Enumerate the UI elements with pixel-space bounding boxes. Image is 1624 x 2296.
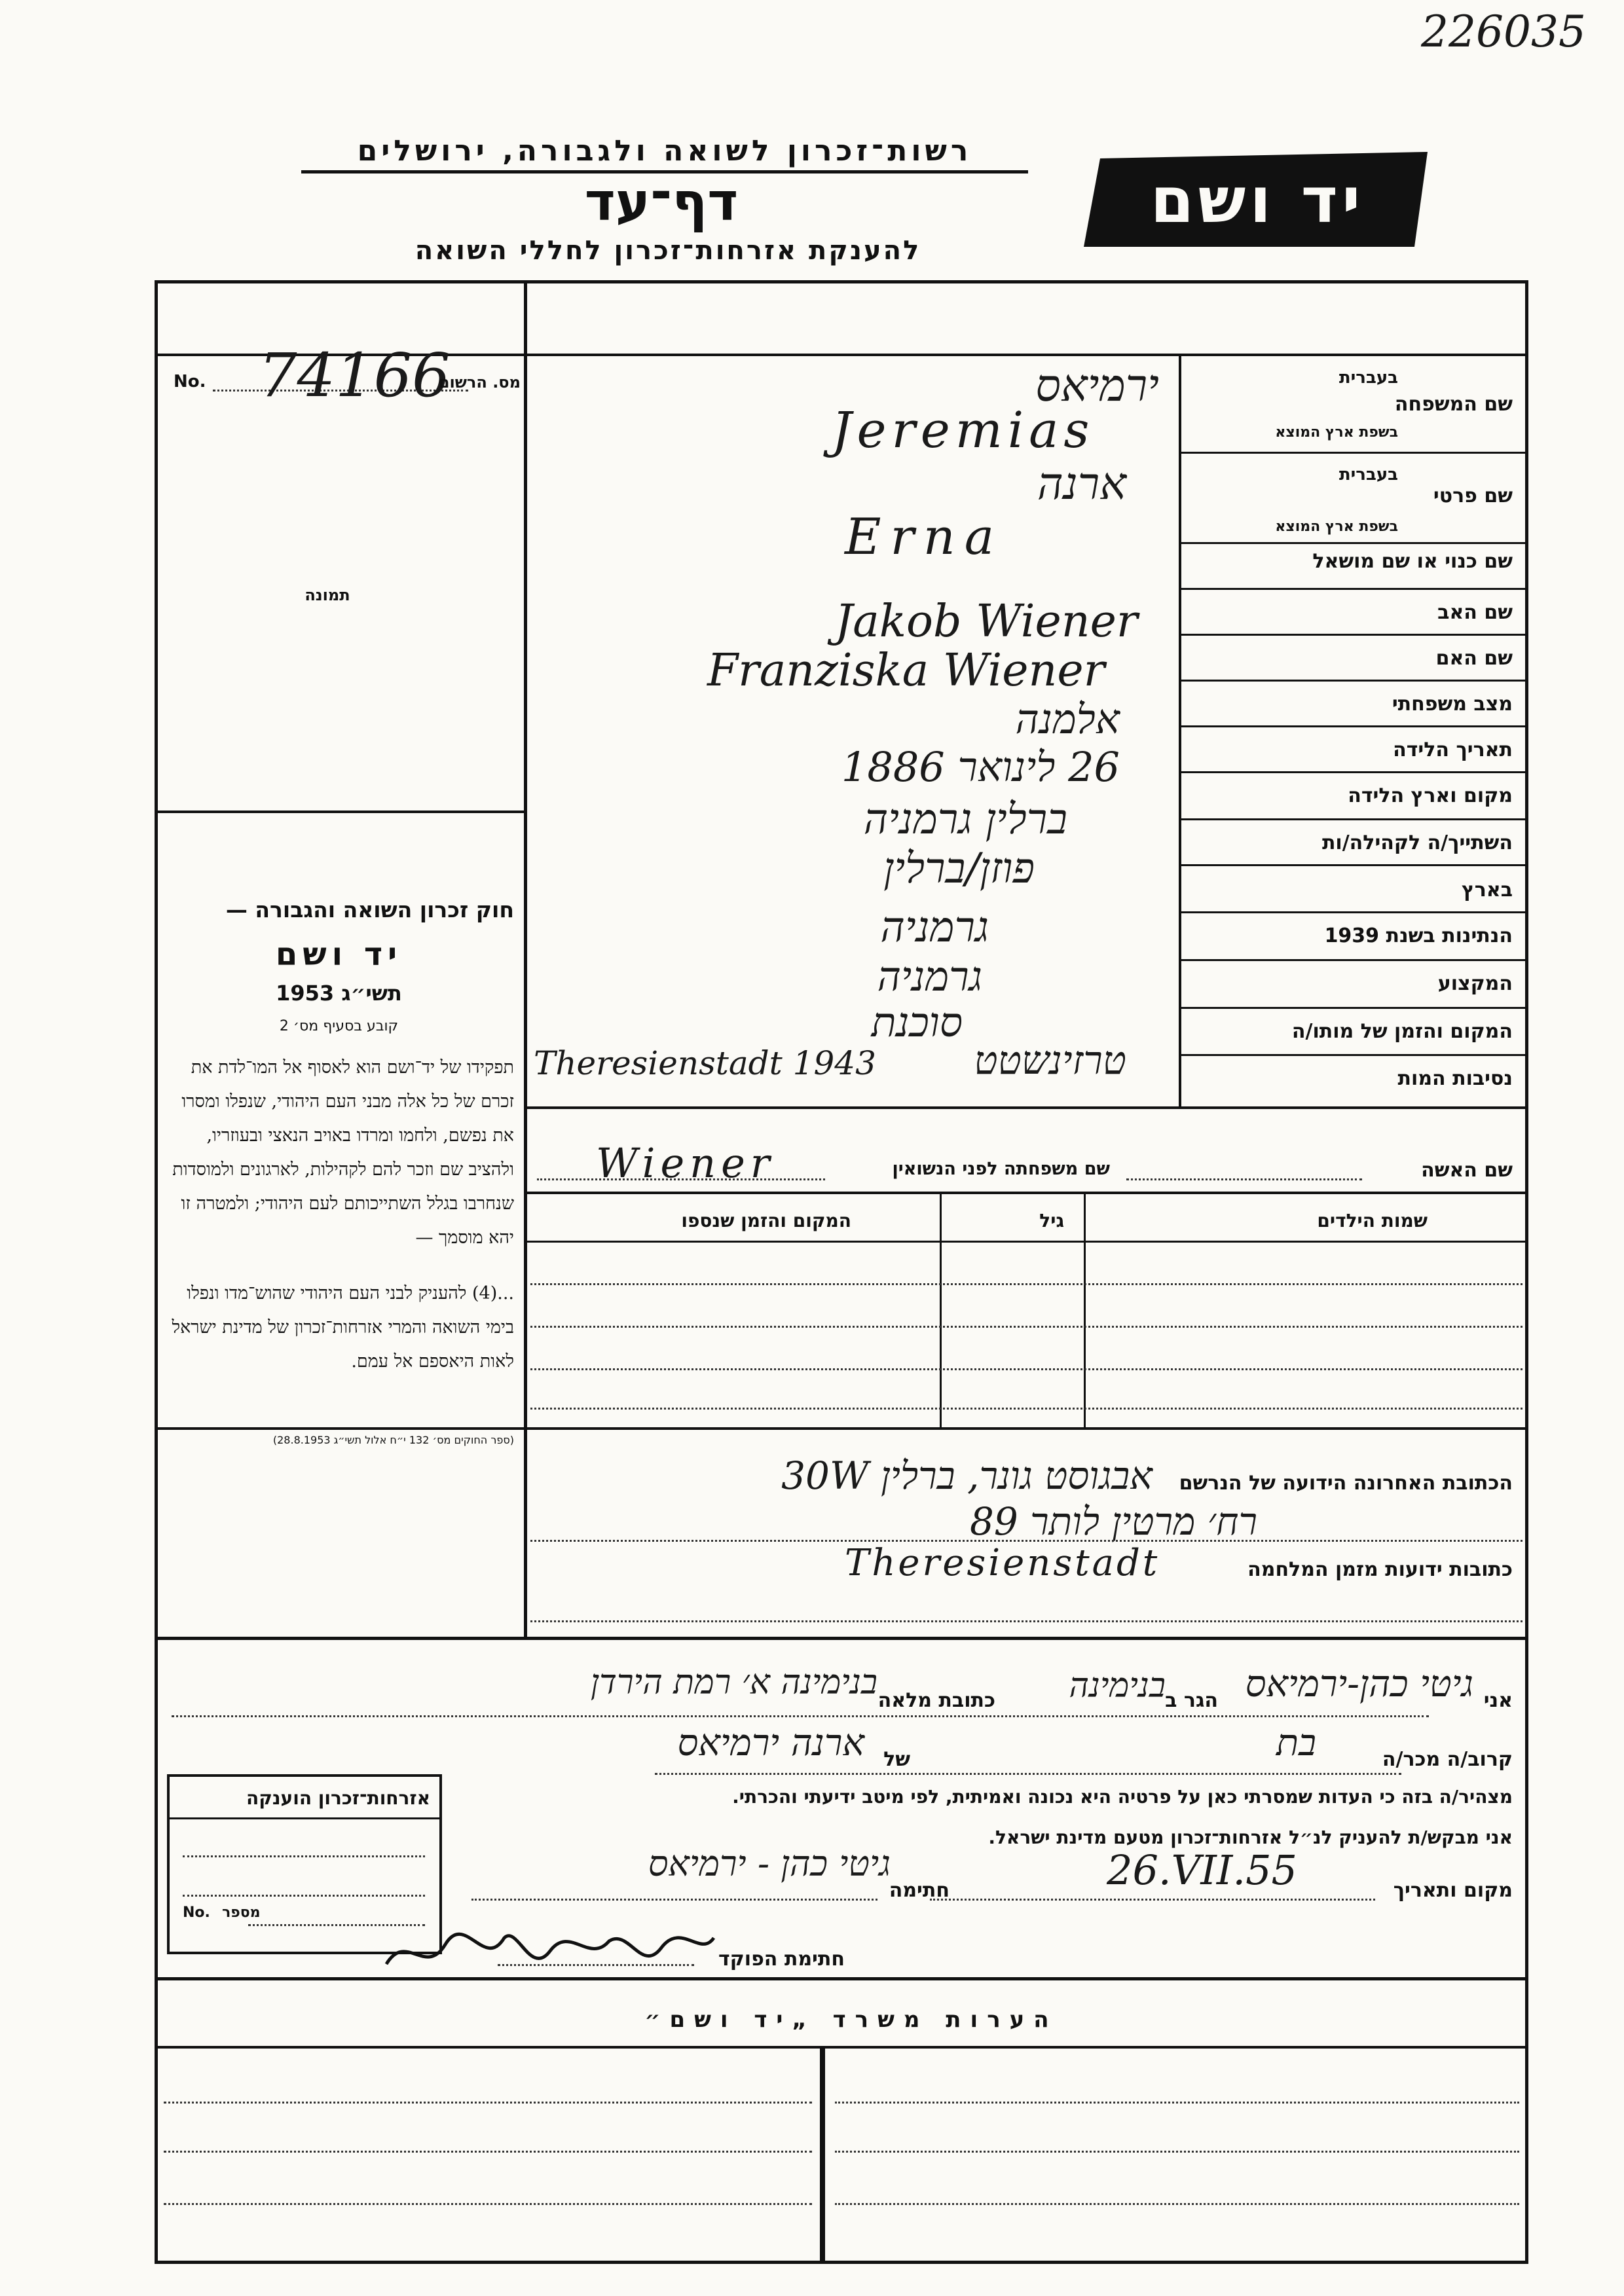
archive-number: 226035 bbox=[1421, 7, 1586, 57]
label-birthplace: מקום וארץ הלידה bbox=[1348, 784, 1513, 807]
declaration-request: אני מבקש/ת להעניק לנ״ל אזרחות־זכרון מטעם מדינת ישראל. bbox=[988, 1827, 1513, 1848]
granted-box-title: אזרחות־זכרון הוענקה bbox=[246, 1787, 430, 1809]
label-citizenship: הנתינות בשנת 1939 bbox=[1324, 924, 1513, 947]
marital-status: אלמנה bbox=[1015, 695, 1120, 743]
registration-number: 74166 bbox=[259, 340, 451, 410]
label-family-name: שם המשפחה bbox=[1394, 393, 1513, 416]
granted-box-number-en: No. bbox=[183, 1904, 210, 1921]
children-place-time-header: המקום והזמן שנספו bbox=[681, 1210, 851, 1231]
death-place-hebrew: טרזינשטט bbox=[974, 1038, 1126, 1084]
label-death-place: המקום והזמן של מותו/ה bbox=[1291, 1020, 1513, 1043]
last-address-line-1: אבגוסט גונר, ברלין 30W bbox=[781, 1453, 1153, 1498]
law-clause: קובע בסעיף מס׳ 2 bbox=[279, 1018, 399, 1034]
form-subtitle: להענקת אזרחות־זכרון לחללי השואה bbox=[415, 236, 921, 266]
label-community: השתייך/ה לקהילה/ות bbox=[1321, 831, 1513, 854]
label-full-address: כתובת מלאה bbox=[877, 1689, 995, 1712]
label-profession: המקצוע bbox=[1437, 972, 1513, 995]
law-paragraph-1: תפקידו של יד־ושם הוא לאסוף אל המו־לדת את זכרם של כל אלה מבני העם היהודי, שנפלו ומסרו את נפשם, ולחמו ומרדו באויב הנאצי ובעוזריו, ולהציב שם וזכר להם לקהילות, לארגונים ולמוסדות שנחרבו בגלל השתייכותם לעם היהודי; ולמטרה זו יהא מוסמך — bbox=[172, 1057, 514, 1248]
label-death-cause: נסיבות המות bbox=[1397, 1067, 1513, 1090]
label-maiden-name: שם משפחתה לפני הנשואין bbox=[892, 1159, 1110, 1179]
birth-place: ברלין גרמניה bbox=[863, 795, 1067, 844]
citizenship-1939: גרמניה bbox=[877, 953, 982, 1000]
label-officer-signature: חתימת הפוקד bbox=[718, 1948, 845, 1971]
profession: סוכנת bbox=[871, 998, 963, 1046]
label-country: בארץ bbox=[1461, 879, 1513, 902]
relation-value: בת bbox=[1276, 1722, 1316, 1764]
label-of: של bbox=[883, 1748, 910, 1771]
birth-date: 26 לינואר 1886 bbox=[841, 743, 1120, 791]
label-signature: חתימה bbox=[889, 1879, 950, 1902]
declarant-residence: בנימינה bbox=[1069, 1666, 1166, 1705]
left-column-divider bbox=[524, 282, 527, 1637]
label-marital: מצב משפחתי bbox=[1392, 693, 1513, 716]
declarant-full-address: בנימינה א׳ רמת הירדן bbox=[590, 1663, 877, 1702]
children-names-header: שמות הילדים bbox=[1317, 1210, 1428, 1231]
label-ani: אני bbox=[1483, 1689, 1513, 1712]
place-date-value: 26.VII.55 bbox=[1107, 1846, 1297, 1894]
photo-placeholder-label: תמונה bbox=[304, 586, 350, 604]
logo-text: יד ושם bbox=[1150, 164, 1365, 237]
law-citation: (ספר החוקים מס׳ 132 י״ח אלול תשי״ג 28.8.1953) bbox=[272, 1434, 514, 1446]
country: גרמניה bbox=[880, 903, 989, 952]
death-place-latin: Theresienstadt 1943 bbox=[534, 1044, 876, 1082]
law-name: יד ושם bbox=[275, 936, 403, 973]
law-paragraph-2: ...(4) להעניק לבני העם היהודי שהוש־מדו ונפלו בימי השואה והמרי אזרחות־זכרון של מדינת ישראל לאות היאספם אל עמם. bbox=[172, 1283, 514, 1372]
authority-header: רשות־זכרון לשואה ולגבורה, ירושלים bbox=[357, 134, 972, 168]
registration-label-he: מס. הרשום bbox=[438, 373, 521, 392]
label-place-date: מקום ותאריך bbox=[1393, 1879, 1513, 1902]
children-age-header: גיל bbox=[1039, 1210, 1064, 1231]
yad-vashem-logo bbox=[1084, 152, 1431, 250]
office-notes-title: הערות משרד „יד ושם״ bbox=[644, 2007, 1058, 2033]
last-address-line-2: רח׳ מרטין לותר 89 bbox=[969, 1499, 1257, 1544]
granted-box-number-he: מספר bbox=[222, 1904, 261, 1921]
label-mother: שם האם bbox=[1435, 647, 1513, 670]
label-nickname: שם כנוי או שם מושאל bbox=[1312, 550, 1513, 573]
label-first-origin: בשפת ארץ המוצא bbox=[1275, 519, 1398, 535]
citizenship-granted-box bbox=[167, 1774, 442, 1954]
first-name-hebrew: ארנה bbox=[1037, 458, 1126, 510]
label-spouse: שם האשה bbox=[1421, 1159, 1513, 1182]
label-resides: הגר ב bbox=[1165, 1689, 1218, 1712]
label-family-origin: בשפת ארץ המוצא bbox=[1275, 424, 1398, 441]
law-year: תשי״ג 1953 bbox=[276, 981, 402, 1006]
registration-label-en: No. bbox=[174, 372, 206, 392]
father-name: Jakob Wiener bbox=[835, 596, 1138, 647]
label-wartime-address: כתובות ידועות מזמן המלחמה bbox=[1247, 1558, 1513, 1581]
wartime-address: Theresienstadt bbox=[845, 1542, 1160, 1584]
mother-name: Franziska Wiener bbox=[707, 645, 1105, 697]
family-name-origin: Jeremias bbox=[832, 401, 1095, 459]
declarant-name: גיטי כהן-ירמיאס bbox=[1245, 1663, 1473, 1705]
relation-of-name: ארנה ירמיאס bbox=[677, 1722, 864, 1764]
label-birthdate: תאריך הלידה bbox=[1393, 738, 1513, 761]
declaration-statement: מצהיר/ה בזה כי העדות שמסרתי כאן על פרטיה היא נכונה ואמיתית, לפי מיטב ידיעתי והכרתי. bbox=[732, 1786, 1513, 1808]
label-first-name: שם פרטי bbox=[1433, 484, 1513, 507]
law-title: חוק זכרון השואה והגבורה — bbox=[225, 897, 514, 922]
label-last-address: הכתובת האחרונה הידועה של הנרשם bbox=[1179, 1472, 1513, 1495]
label-relation: קרוב/ה מכר/ה bbox=[1382, 1748, 1513, 1771]
label-first-hebrew: בעברית bbox=[1338, 465, 1398, 484]
community: פוזן/ברלין bbox=[883, 845, 1035, 893]
family-name-hebrew: ירמיאס bbox=[1035, 360, 1159, 412]
first-name-origin: Erna bbox=[845, 507, 1004, 566]
label-family-hebrew: בעברית bbox=[1338, 368, 1398, 388]
form-title: דף־עד bbox=[584, 172, 739, 232]
label-father: שם האב bbox=[1437, 601, 1513, 624]
label-column-divider bbox=[1179, 354, 1181, 1106]
maiden-name: Wiener bbox=[596, 1139, 775, 1187]
declarant-signature: גיטי כהן - ירמיאס bbox=[648, 1843, 891, 1884]
registration-number-field bbox=[167, 340, 521, 410]
